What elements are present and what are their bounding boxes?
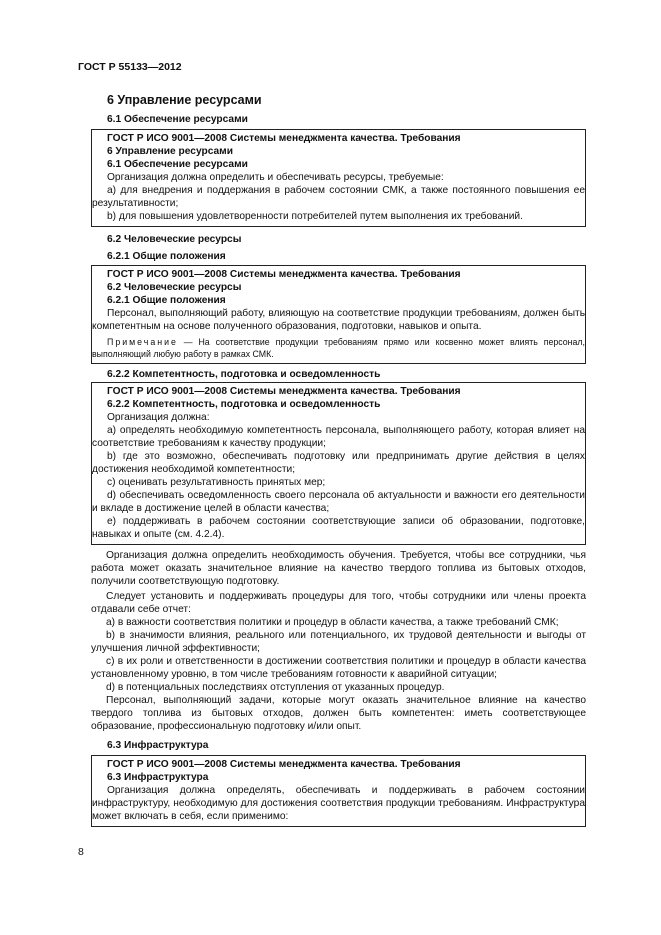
quote-list-item: b) где это возможно, обеспечивать подготовку или предпринимать другие действия в целях достижения необходимой компетентности; (92, 451, 585, 475)
standard-quote-box-3 (91, 382, 586, 545)
list-item: b) в значимости влияния, реального или потенциального, их трудовой деятельности и выгоды от улучшения личной эффективности; (91, 630, 586, 654)
body-text (91, 549, 586, 733)
standard-quote-box-4 (91, 755, 586, 827)
quote-list-item: a) определять необходимую компетентность персонала, выполняющего работу, которая влияет на соответствие требованиям к качеству продукции; (92, 425, 585, 449)
quote-heading: 6 Управление ресурсами (107, 146, 233, 157)
quote-subheading: 6.1 Обеспечение ресурсами (107, 159, 248, 170)
section-6-1-title: 6.1 Обеспечение ресурсами (107, 114, 248, 125)
list-item: c) в их роли и ответственности в достижении соответствия политики и процедур в области качества установленному уровню, в том числе требованиям готовности к аварийной ситуации; (91, 656, 586, 680)
section-6-2-2-title: 6.2.2 Компетентность, подготовка и осведомленность (107, 369, 381, 380)
quote-paragraph: Организация должна: (107, 412, 210, 423)
paragraph: Персонал, выполняющий задачи, которые могут оказать значительное влияние на качество твердого топлива из бытовых отходов, должен быть компетентен: иметь соответствующее образование, профессиональную подготовку и/или опыт. (91, 695, 586, 732)
quote-list-item: c) оценивать результативность принятых мер; (107, 477, 326, 488)
page-number: 8 (78, 846, 84, 858)
note-label: Примечание (107, 337, 178, 347)
list-item: a) в важности соответствия политики и процедур в области качества, а также требований СМК; (106, 617, 559, 628)
section-6-title: 6 Управление ресурсами (107, 93, 262, 107)
quote-subheading: 6.2.1 Общие положения (107, 295, 226, 306)
document-body (91, 90, 586, 830)
list-item: d) в потенциальных последствиях отступления от указанных процедур. (106, 682, 445, 693)
quote-heading: 6.2.2 Компетентность, подготовка и осведомленность (107, 399, 381, 410)
quote-heading: 6.2 Человеческие ресурсы (107, 282, 242, 293)
quote-paragraph: Организация должна определять, обеспечивать и поддерживать в рабочем состоянии инфраструктуру, необходимую для достижения соответствия продукции требованиям. Инфраструктура может включать в себя, если применимо: (92, 785, 585, 822)
quote-source: ГОСТ Р ИСО 9001—2008 Системы менеджмента качества. Требования (107, 759, 461, 770)
quote-list-item: b) для повышения удовлетворенности потребителей путем выполнения их требований. (107, 211, 523, 222)
quote-source: ГОСТ Р ИСО 9001—2008 Системы менеджмента качества. Требования (107, 133, 461, 144)
quote-source: ГОСТ Р ИСО 9001—2008 Системы менеджмента качества. Требования (107, 269, 461, 280)
quote-list-item: d) обеспечивать осведомленность своего персонала об актуальности и важности его деятельности и вкладе в достижение целей в области качества; (92, 490, 585, 514)
quote-list-item: a) для внедрения и поддержания в рабочем состоянии СМК, а также постоянного повышения ее результативности; (92, 185, 585, 209)
quote-list-item: e) поддерживать в рабочем состоянии соответствующие записи об образовании, подготовке, навыках и опыте (см. 4.2.4). (92, 516, 585, 540)
paragraph: Организация должна определить необходимость обучения. Требуется, чтобы все сотрудники, чья работа может оказать значительное влияние на качество твердого топлива из бытовых отходов, получили соответствующую подготовку. (91, 550, 586, 587)
paragraph: Следует установить и поддерживать процедуры для того, чтобы сотрудники или члены проекта отдавали себе отчет: (91, 591, 586, 615)
standard-quote-box-1 (91, 129, 586, 227)
quote-heading: 6.3 Инфраструктура (107, 772, 209, 783)
quote-note (92, 336, 585, 360)
document-header: ГОСТ Р 55133—2012 (78, 61, 182, 73)
quote-paragraph: Организация должна определить и обеспечивать ресурсы, требуемые: (107, 172, 444, 183)
section-6-2-title: 6.2 Человеческие ресурсы (107, 234, 242, 245)
section-6-3-title: 6.3 Инфраструктура (107, 740, 209, 751)
note-text: — На соответствие продукции требованиям прямо или косвенно может влиять персонал, выполняющий любую работу в рамках СМК. (92, 337, 585, 359)
quote-source: ГОСТ Р ИСО 9001—2008 Системы менеджмента качества. Требования (107, 386, 461, 397)
standard-quote-box-2 (91, 265, 586, 364)
section-6-2-1-title: 6.2.1 Общие положения (107, 251, 226, 262)
quote-paragraph: Персонал, выполняющий работу, влияющую на соответствие продукции требованиям, должен быть компетентным на основе полученного образования, подготовки, навыков и опыта. (92, 308, 585, 332)
